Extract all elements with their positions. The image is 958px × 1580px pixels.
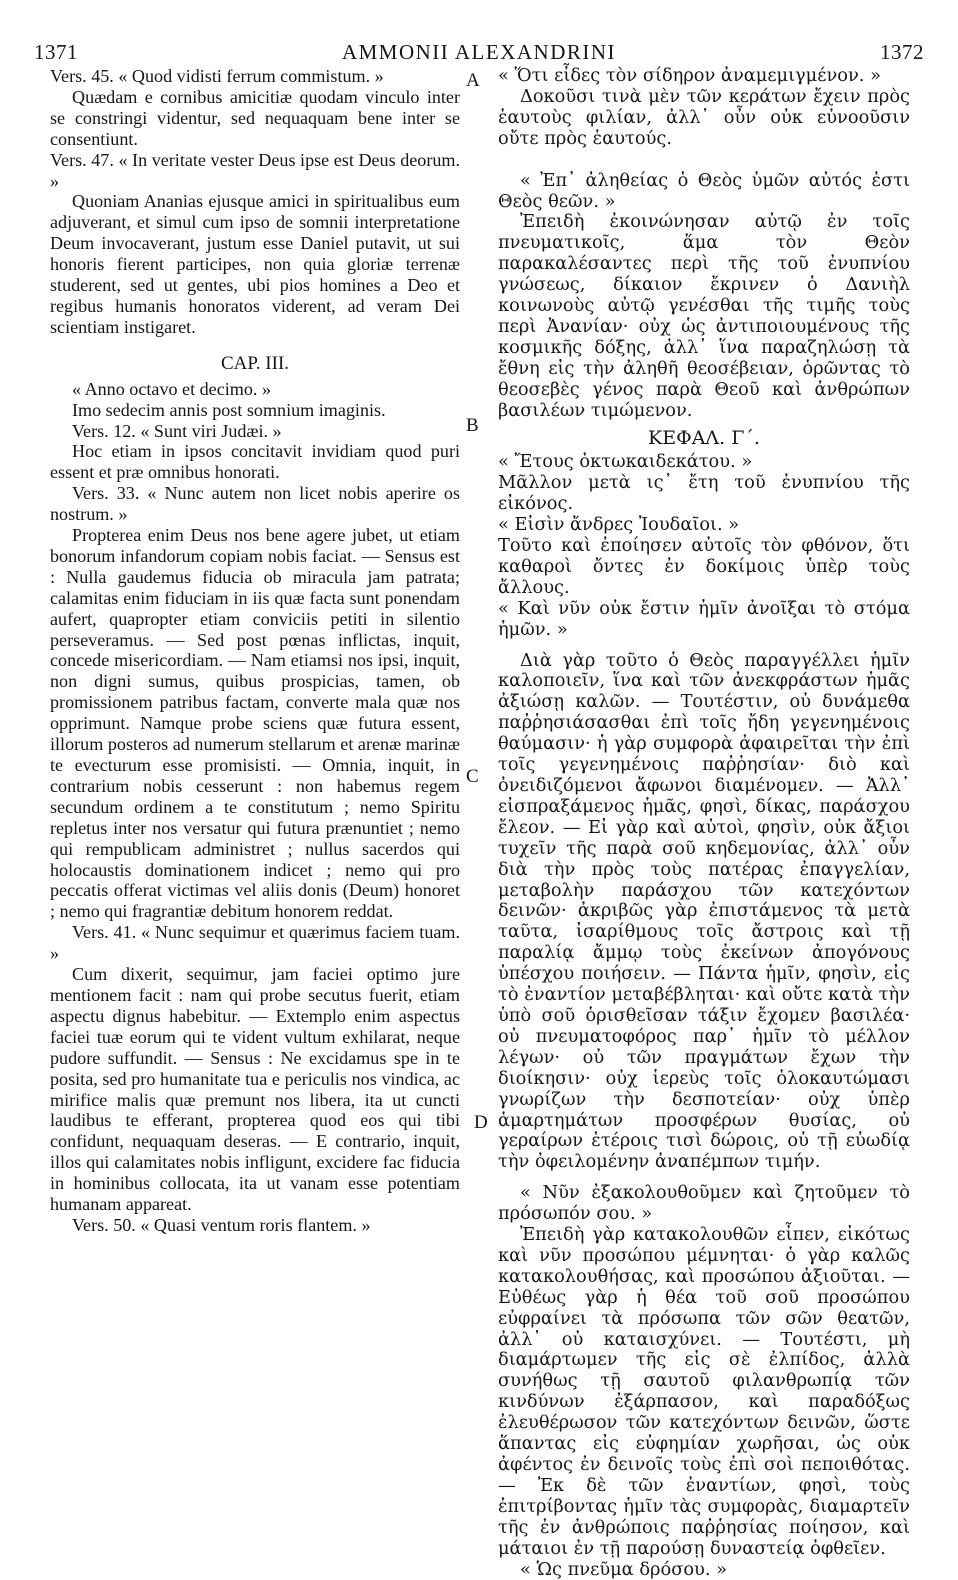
verse-heading: « Νῦν ἐξακολουθοῦμεν καὶ ζητοῦμεν τὸ πρόσωπόν σου. »: [498, 1182, 910, 1225]
page-header: [0, 0, 958, 64]
verse-heading: « Ἐπ᾽ ἀληθείας ὁ Θεὸς ὑμῶν αὐτός ἐστι Θεὸς θεῶν. »: [498, 169, 910, 212]
commentary-paragraph: Τοῦτο καὶ ἐποίησεν αὐτοῖς τὸν φθόνον, ὅτι καθαροὶ ὄντες ἐν δοκίμοις ὑπὲρ τοὺς ἄλλους.: [498, 535, 910, 598]
verse-heading: « Ἔτους ὀκτωκαιδεκάτου. »: [498, 451, 753, 473]
margin-marker-a: A: [466, 70, 480, 91]
verse-heading: Vers. 33. « Nunc autem non licet nobis aperire os nostrum. »: [50, 483, 460, 525]
running-title: AMMONII ALEXANDRINI: [341, 40, 617, 64]
verse-heading: « Ὡς πνεῦμα δρόσου. »: [520, 1558, 728, 1580]
page-number-left: 1371: [34, 40, 78, 64]
margin-marker-d: D: [474, 1112, 488, 1133]
commentary-paragraph: Cum dixerit, sequimur, jam faciei optimo jure mentionem facit : nam qui probe secutus fuerit, etiam aspectu dignus habebitur. — Extemplo enim aspectus faciei tuæ eorum qui te vident vultum exhilarat, neque pudore suffundit. — Sensus : Ne excidamus spe in te posita, sed pro humanitate tua e periculis nos vindica, ac mirifice malis quæ premunt nos libera, ita ut cuncti laudibus te efferant, propterea quod eos qui tibi confidunt, nequaquam deseras. — E contrario, inquit, illos qui calamitates nobis infligunt, excidere fac fiducia in hominibus collocata, ita ut vanam esse potentiam humanam appareat.: [50, 964, 460, 1215]
commentary-paragraph: Ἐπειδὴ γὰρ κατακολουθῶν εἶπεν, εἰκότως καὶ νῦν προσώπου μέμνηται· ὁ γὰρ καλῶς κατακολουθήσας, καὶ προσώπου ἀξιοῦται. — Εὐθέως γὰρ ἡ θέα τοῦ σοῦ προσώπου εὐφραίνει τὰ πρόσωπα τῶν σῶν θεατῶν, ἀλλ᾽ οὐ καταισχύνει. — Τουτέστι, μὴ διαμάρτωμεν τῆς εἰς σὲ ἐλπίδος, ἀλλὰ συνήθως τῇ σαυτοῦ φιλανθρωπίᾳ τῶν κινδύνων ἐξάρπασον, καὶ παραδόξως ἐλευθέρωσον τῶν κατεχόντων δεινῶν, ὥστε ἅπαντας εἰς εὐφημίαν χωρῆσαι, ὡς οὐκ ἀφέντος ἐν δεινοῖς τοὺς ἐπὶ σοὶ πεποιθότας. — Ἐκ δὲ τῶν ἐναντίων, φησὶ, τοὺς ἐπιτρίβοντας ἡμῖν τὰς συμφορὰς, διαμαρτεῖν τῆς ἐν ἀνθρώποις παῤῥησίας ποίησον, καὶ μάταιοι ἐν τῇ παρούσῃ δυναστείᾳ ὀφθεῖεν.: [498, 1224, 910, 1559]
verse-heading: Vers. 50. « Quasi ventum roris flantem. »: [72, 1214, 371, 1235]
commentary-paragraph: Διὰ γὰρ τοῦτο ὁ Θεὸς παραγγέλλει ἡμῖν καλοποιεῖν, ἵνα καὶ τῶν ἀνεκφράστων ἡμᾶς ἀξιώσῃ καλῶν. — Τουτέστιν, οὐ δυνάμεθα παῤῥησιάσασθαι ἐπὶ τοῖς ἤδη γεγενημένοις θαύμασιν· ἡ γὰρ συμφορὰ ἀφαιρεῖται τὴν ἐπὶ τοῖς γεγενημένοις παῤῥησίαν· διὸ καὶ ὀνειδιζόμενοι ἄφωνοι διαμένομεν. — Ἀλλ᾽ εἰσπραξάμενος ἡμᾶς, φησὶ, δίκας, παράσχου ἔλεον. — Εἰ γὰρ καὶ αὐτοὶ, φησὶν, οὐκ ἄξιοι τυχεῖν τῆς παρὰ σοῦ κηδεμονίας, ἀλλ᾽ οὖν διὰ τὴν πρὸς τοὺς πατέρας ἐπαγγελίαν, μεταβολὴν παράσχου τῶν κατεχόντων δεινῶν· ἀκριβῶς γὰρ ἐπιστάμενος τὰ μετὰ ταῦτα, ἰσαρίθμους τοῖς ἄστροις καὶ τῇ παραλίᾳ ἄμμῳ τοὺς ἐκείνων ἀπογόνους ὑπέσχου ποιήσειν. — Πάντα ἡμῖν, φησὶν, εἰς τὸ ἐναντίον μεταβέβληται· καὶ οὔτε κατὰ τὴν ὑπὸ σοῦ ὁρισθεῖσαν τάξιν ἔχομεν βασιλέα· οὐ πνευματοφόρος παρ᾽ ἡμῖν τὸ μέλλον λέγων· οὐ τῶν πραγμάτων ἔχων τὴν διοίκησιν· οὐχ ἱερεὺς τοῖς ὁλοκαυτώμασι γνωρίζων τὴν δεσποτείαν· οὐχ ὑπὲρ ἁμαρτημάτων προσφέρων θυσίας, οὐ γεραίρων ἑτέροις τισὶ δώροις, οὐ τῇ εὐωδίᾳ τὴν ὀφειλομένην ἀναπέμπων τιμήν.: [498, 649, 910, 1173]
chapter-heading: ΚΕΦΑΛ. Γ΄.: [648, 426, 760, 449]
verse-heading: Vers. 12. « Sunt viri Judæi. »: [72, 420, 282, 441]
verse-heading: « Ὅτι εἶδες τὸν σίδηρον ἀναμεμιγμένον. »: [498, 65, 881, 86]
commentary-paragraph: Imo sedecim annis post somnium imaginis.: [72, 399, 386, 420]
commentary-paragraph: Ἐπειδὴ ἐκοινώνησαν αὐτῷ ἐν τοῖς πνευματικοῖς, ἅμα τὸν Θεὸν παρακαλέσαντες περὶ τῆς τοῦ ἐνυπνίου γνώσεως, δίκαιον ἔκρινεν ὁ Δανιὴλ κοινωνοὺς αὐτῷ γενέσθαι τῆς τιμῆς τοὺς περὶ Ἀνανίαν· οὐχ ὡς ἀντιποιουμένους τῆς κοσμικῆς δόξης, ἀλλ᾽ ἵνα παραζηλώσῃ τὰ ἔθνη εἰς τὴν ἀληθῆ θεοσέβειαν, ὁρῶντας τὸ θεοσεβὲς γένος παρὰ Θεοῦ καὶ ἀνθρώπων βασιλέων τιμώμενον.: [498, 211, 910, 421]
verse-heading: Vers. 47. « In veritate vester Deus ipse est Deus deorum. »: [50, 149, 460, 191]
verse-heading: « Καὶ νῦν οὐκ ἔστιν ἡμῖν ἀνοῖξαι τὸ στόμα ἡμῶν. »: [498, 597, 910, 640]
commentary-paragraph: Quædam e cornibus amicitiæ quodam vinculo inter se constringi videntur, sed nequaquam bene inter se consentiunt.: [50, 86, 460, 149]
verse-heading: Vers. 45. « Quod vidisti ferrum commistum. »: [50, 66, 384, 86]
commentary-paragraph: Hoc etiam in ipsos concitavit invidiam quod puri essent et præ omnibus honorati.: [50, 441, 460, 483]
margin-marker-b: B: [466, 415, 479, 436]
verse-heading: « Εἰσὶν ἄνδρες Ἰουδαῖοι. »: [498, 514, 740, 536]
commentary-paragraph: Δοκοῦσι τινὰ μὲν τῶν κεράτων ἔχειν πρὸς ἑαυτοὺς φιλίαν, ἀλλ᾽ οὖν οὐκ εὐνοοῦσιν οὔτε πρὸς ἑαυτούς.: [498, 85, 910, 149]
commentary-paragraph: Μᾶλλον μετὰ ις᾽ ἔτη τοῦ ἐνυπνίου τῆς εἰκόνος.: [498, 472, 910, 515]
verse-heading: « Anno octavo et decimo. »: [72, 378, 271, 399]
page-number-right: 1372: [880, 40, 924, 64]
verse-heading: Vers. 41. « Nunc sequimur et quærimus faciem tuam. »: [50, 922, 460, 964]
margin-marker-c: C: [466, 766, 479, 787]
commentary-paragraph: Quoniam Ananias ejusque amici in spiritualibus eum adjuverant, et simul cum ipso de somnii interpretatione Deum invocaverant, justum esse Daniel putavit, ut sui honoris fierent participes, non quia gloriæ terrenæ studerent, sed ut gentes, ubi pios homines a Deo et regibus humanis honoratos viderent, ad veram Dei scientiam instigaret.: [50, 191, 460, 337]
chapter-heading: CAP. III.: [220, 352, 290, 374]
latin-column: [50, 66, 460, 1546]
commentary-paragraph: Propterea enim Deus nos bene agere jubet, ut etiam bonorum infandorum copiam nobis faciat. — Sensus est : Nulla gaudemus fiducia ob miracula jam patrata; calamitas enim fiduciam in iis quæ facta sunt ponendam aufert, quapropter etiam conviciis petiti in silentio perseveramus. — Sed post pœnas inflictas, inquit, concede misericordiam. — Nam etiamsi nos ipsi, inquit, non digni sumus, quibus prospicias, tamen, ob promissionem patribus factam, converte mala quæ nos opprimunt. Namque probe sciens quæ futura essent, illorum posteros ad numerum stellarum et arenæ marinæ te evecturum esse promisisti. — Omnia, inquit, in contrarium nobis cesserunt : non habemus regem secundum ordinem a te constitutum ; nemo Spiritu repletus inter nos versatur qui futura prænuntiet ; nemo qui rempublicam administret ; nullus sacerdos qui holocaustis dominationem indicet ; nemo qui pro peccatis offerat victimas vel aliis donis (Deum) honoret ; nemo qui fragrantiæ debitum honorem reddat.: [50, 525, 460, 922]
greek-column: [498, 65, 910, 1580]
